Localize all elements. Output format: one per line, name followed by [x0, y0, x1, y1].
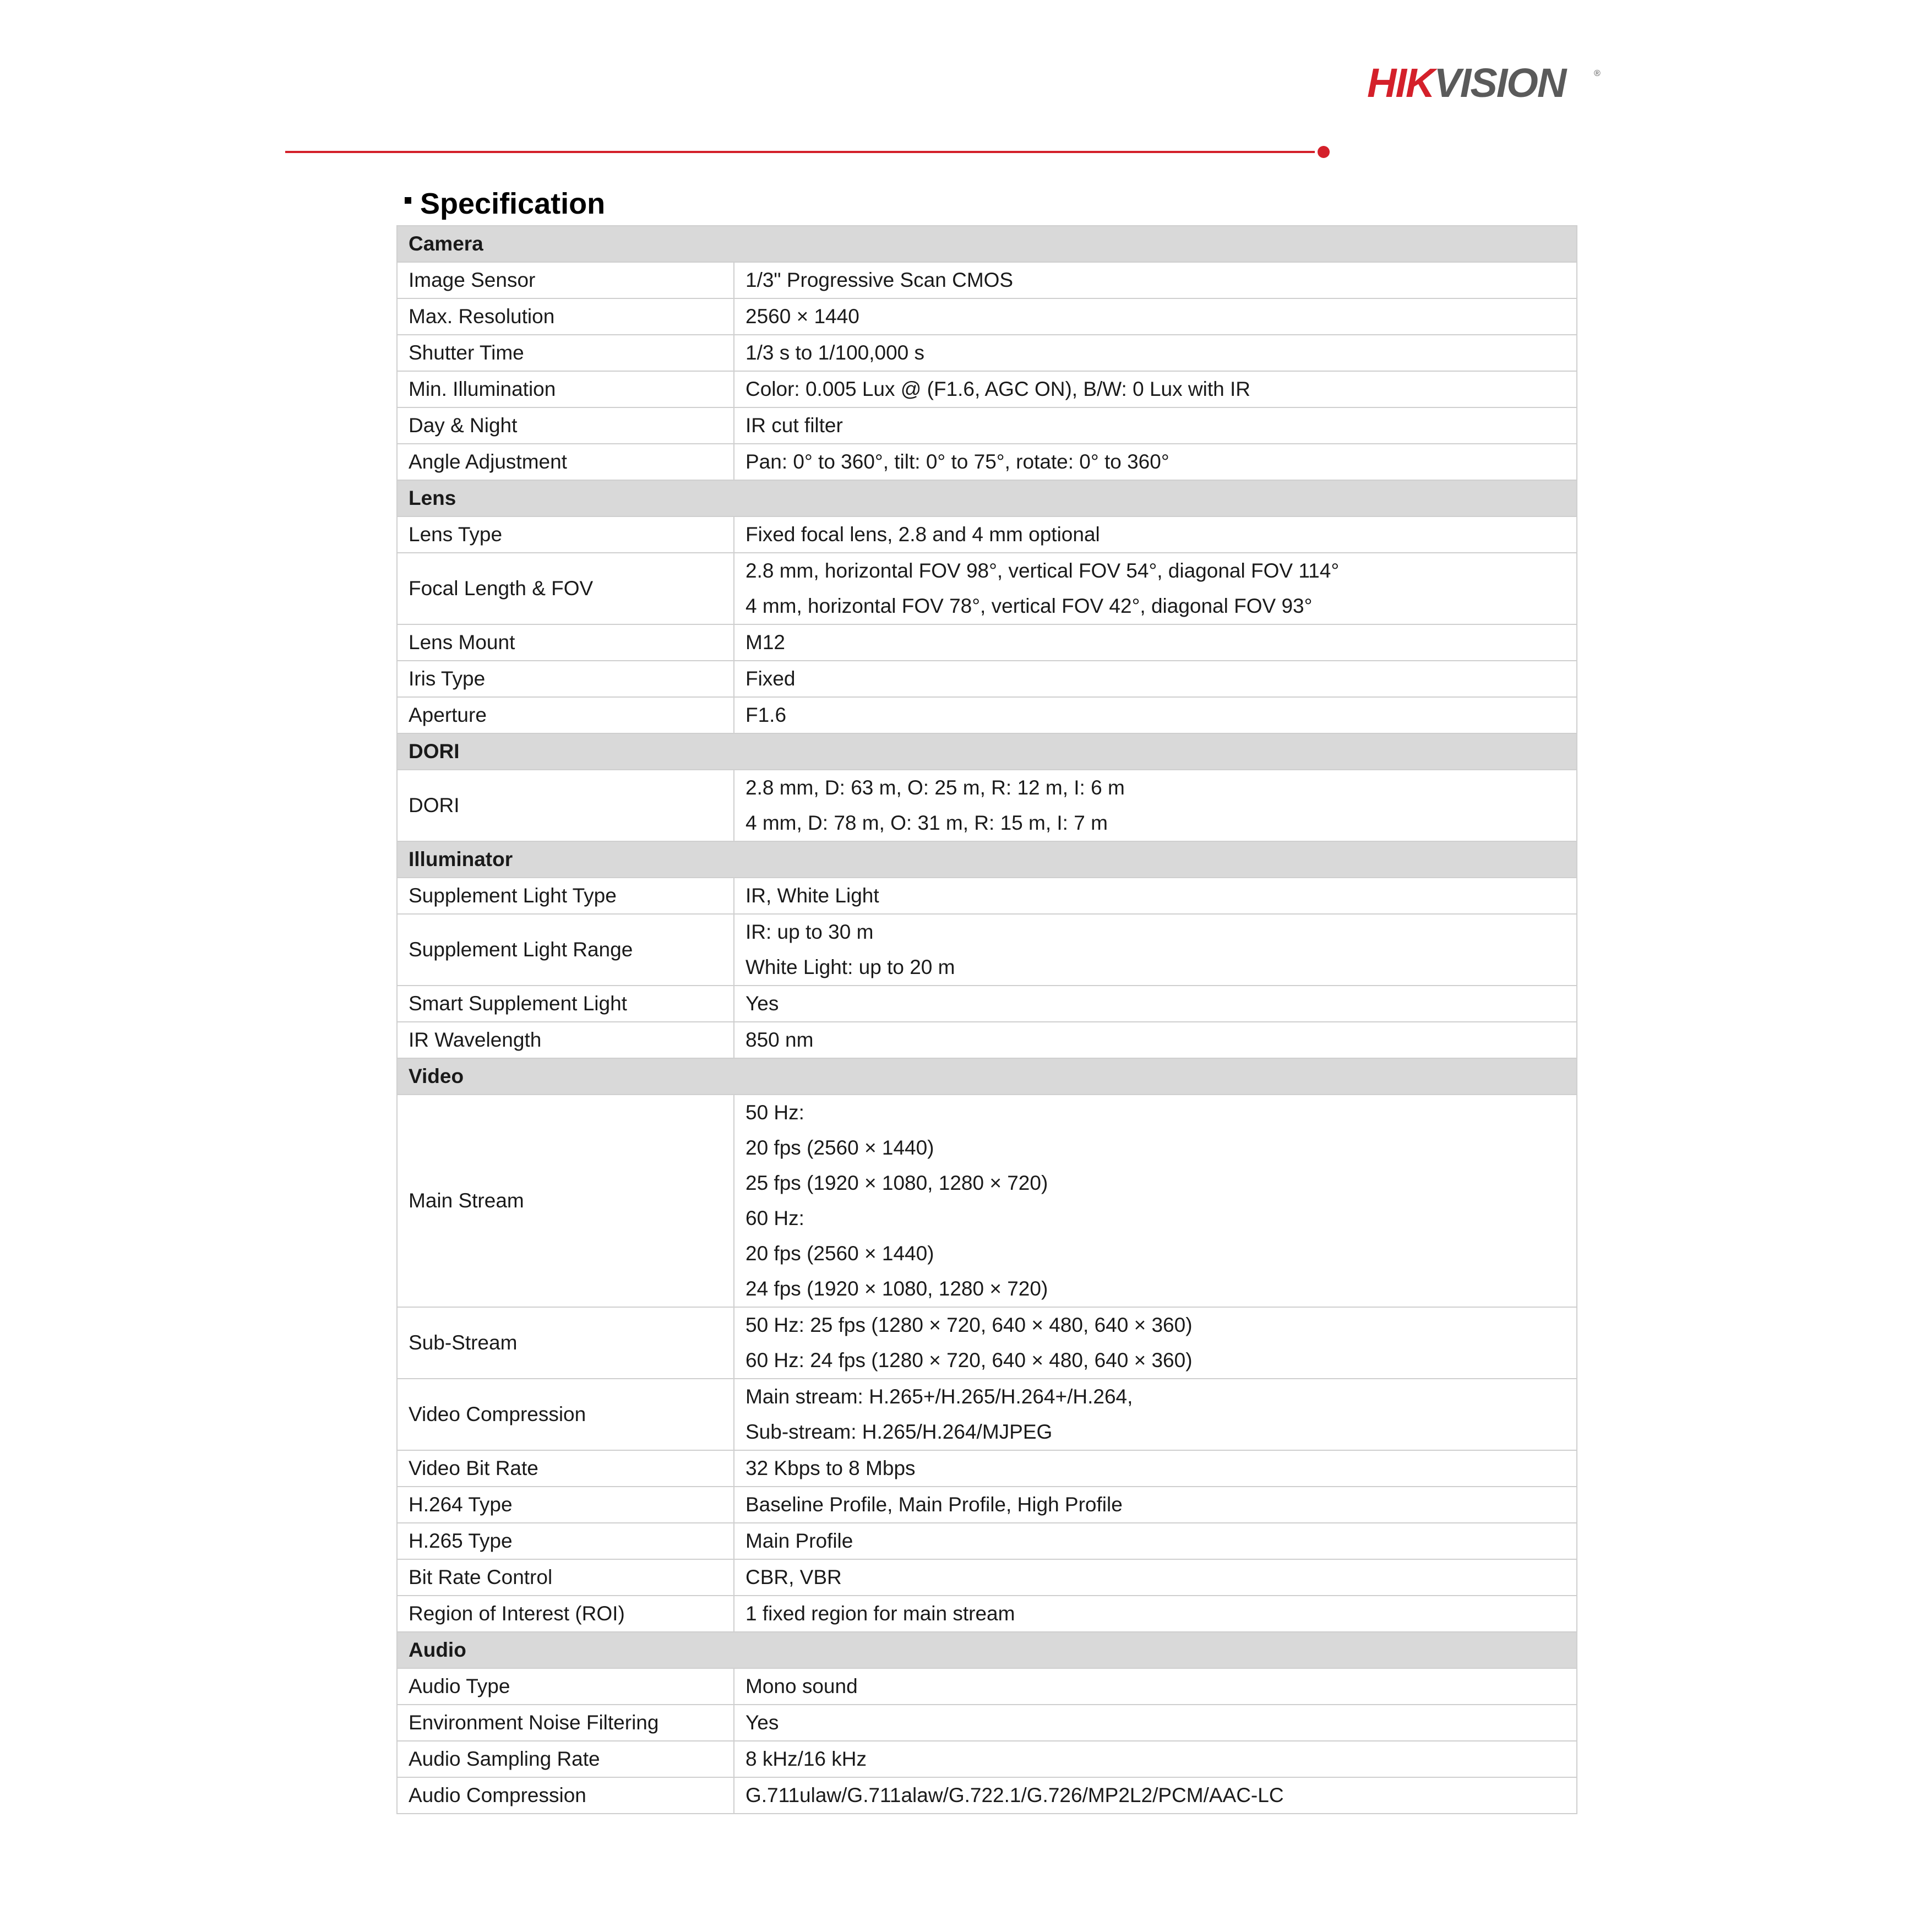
spec-value-line: Fixed focal lens, 2.8 and 4 mm optional — [745, 523, 1100, 546]
spec-label: Image Sensor — [397, 262, 734, 298]
table-row — [397, 444, 1577, 480]
section-header-row — [397, 480, 1577, 516]
spec-value — [734, 697, 1577, 733]
spec-value — [734, 770, 1577, 841]
section-header: Illuminator — [397, 841, 1577, 878]
table-row — [397, 1741, 1577, 1777]
header-rule — [285, 151, 1315, 153]
spec-label: Environment Noise Filtering — [397, 1705, 734, 1741]
spec-value-line: G.711ulaw/G.711alaw/G.722.1/G.726/MP2L2/PCM/AAC-LC — [745, 1784, 1284, 1806]
spec-value-line: CBR, VBR — [745, 1566, 842, 1588]
table-row — [397, 986, 1577, 1022]
spec-label: DORI — [397, 770, 734, 841]
spec-value — [734, 1095, 1577, 1307]
spec-value — [734, 1596, 1577, 1632]
table-row — [397, 1379, 1577, 1450]
spec-value-line: Yes — [745, 1711, 779, 1734]
spec-value — [734, 444, 1577, 480]
spec-value-line: 50 Hz: 25 fps (1280 × 720, 640 × 480, 640 × 360) — [745, 1314, 1193, 1336]
spec-value-line: 20 fps (2560 × 1440) — [745, 1136, 934, 1159]
spec-label: Focal Length & FOV — [397, 553, 734, 624]
page-title — [405, 184, 605, 223]
spec-value — [734, 553, 1577, 624]
table-row — [397, 1450, 1577, 1487]
table-row — [397, 1777, 1577, 1814]
section-header: Video — [397, 1058, 1577, 1095]
table-row — [397, 697, 1577, 733]
spec-value-line: 4 mm, D: 78 m, O: 31 m, R: 15 m, I: 7 m — [745, 812, 1108, 834]
table-row — [397, 262, 1577, 298]
table-row — [397, 335, 1577, 371]
table-row — [397, 1487, 1577, 1523]
spec-value-line: IR cut filter — [745, 414, 843, 437]
spec-label: Supplement Light Range — [397, 914, 734, 986]
table-row — [397, 298, 1577, 335]
square-bullet-icon — [405, 197, 411, 204]
spec-value-line: Baseline Profile, Main Profile, High Profile — [745, 1493, 1123, 1516]
spec-value-line: White Light: up to 20 m — [745, 956, 955, 978]
spec-value-line: 2560 × 1440 — [745, 305, 859, 328]
spec-value-line: Color: 0.005 Lux @ (F1.6, AGC ON), B/W: 0 Lux with IR — [745, 378, 1250, 400]
spec-label: Supplement Light Type — [397, 878, 734, 914]
spec-label: Angle Adjustment — [397, 444, 734, 480]
spec-value — [734, 407, 1577, 444]
spec-value-line: 850 nm — [745, 1028, 814, 1051]
spec-label: Day & Night — [397, 407, 734, 444]
svg-text:®: ® — [1594, 69, 1601, 78]
spec-value — [734, 1559, 1577, 1596]
spec-label: Audio Type — [397, 1668, 734, 1705]
spec-label: Bit Rate Control — [397, 1559, 734, 1596]
section-header-row — [397, 226, 1577, 262]
spec-value-line: Fixed — [745, 667, 796, 690]
spec-value — [734, 661, 1577, 697]
table-row — [397, 914, 1577, 986]
spec-value — [734, 1487, 1577, 1523]
spec-value-line: Mono sound — [745, 1675, 858, 1697]
table-row — [397, 878, 1577, 914]
section-header: Camera — [397, 226, 1577, 262]
spec-label: Video Compression — [397, 1379, 734, 1450]
spec-value — [734, 1741, 1577, 1777]
table-row — [397, 516, 1577, 553]
table-row — [397, 1022, 1577, 1058]
spec-value-line: 2.8 mm, D: 63 m, O: 25 m, R: 12 m, I: 6 m — [745, 776, 1125, 799]
spec-value — [734, 624, 1577, 661]
spec-value-line: 60 Hz: — [745, 1207, 804, 1229]
spec-value-line: IR: up to 30 m — [745, 921, 874, 943]
spec-label: Lens Type — [397, 516, 734, 553]
spec-value — [734, 878, 1577, 914]
spec-value-line: 25 fps (1920 × 1080, 1280 × 720) — [745, 1172, 1048, 1194]
spec-value — [734, 1523, 1577, 1559]
spec-value-line: Main stream: H.265+/H.265/H.264+/H.264, — [745, 1385, 1133, 1408]
table-row — [397, 1307, 1577, 1379]
spec-value — [734, 516, 1577, 553]
spec-value-line: 20 fps (2560 × 1440) — [745, 1242, 934, 1265]
spec-label: Audio Sampling Rate — [397, 1741, 734, 1777]
spec-value-line: 50 Hz: — [745, 1101, 804, 1124]
spec-value-line: 24 fps (1920 × 1080, 1280 × 720) — [745, 1277, 1048, 1300]
section-header-row — [397, 733, 1577, 770]
svg-text:HIKVISION: HIKVISION — [1367, 60, 1566, 106]
table-row — [397, 661, 1577, 697]
spec-value — [734, 1705, 1577, 1741]
spec-label: Aperture — [397, 697, 734, 733]
section-header: Audio — [397, 1632, 1577, 1668]
spec-label: H.264 Type — [397, 1487, 734, 1523]
spec-value — [734, 1379, 1577, 1450]
spec-label: Smart Supplement Light — [397, 986, 734, 1022]
spec-label: IR Wavelength — [397, 1022, 734, 1058]
spec-label: Lens Mount — [397, 624, 734, 661]
spec-value — [734, 262, 1577, 298]
spec-value-line: Sub-stream: H.265/H.264/MJPEG — [745, 1421, 1053, 1443]
spec-label: Iris Type — [397, 661, 734, 697]
spec-value-line: 2.8 mm, horizontal FOV 98°, vertical FOV 54°, diagonal FOV 114° — [745, 559, 1340, 582]
spec-value-line: Main Profile — [745, 1530, 853, 1552]
section-header-row — [397, 1632, 1577, 1668]
section-header: Lens — [397, 480, 1577, 516]
spec-table-body — [397, 226, 1577, 1814]
spec-label: Main Stream — [397, 1095, 734, 1307]
spec-value — [734, 1777, 1577, 1814]
table-row — [397, 1668, 1577, 1705]
spec-value — [734, 986, 1577, 1022]
spec-value-line: IR, White Light — [745, 884, 879, 907]
hikvision-logo — [1367, 58, 1604, 108]
section-header-row — [397, 1058, 1577, 1095]
table-row — [397, 1523, 1577, 1559]
spec-value-line: 4 mm, horizontal FOV 78°, vertical FOV 42°, diagonal FOV 93° — [745, 595, 1313, 617]
spec-value — [734, 335, 1577, 371]
spec-label: Audio Compression — [397, 1777, 734, 1814]
spec-value — [734, 1450, 1577, 1487]
spec-table — [396, 225, 1577, 1814]
spec-value-line: M12 — [745, 631, 785, 654]
spec-value-line: Yes — [745, 992, 779, 1015]
spec-value-line: 32 Kbps to 8 Mbps — [745, 1457, 916, 1479]
spec-label: H.265 Type — [397, 1523, 734, 1559]
header-rule-dot — [1318, 146, 1330, 158]
spec-label: Sub-Stream — [397, 1307, 734, 1379]
spec-value — [734, 371, 1577, 407]
spec-label: Video Bit Rate — [397, 1450, 734, 1487]
spec-value — [734, 298, 1577, 335]
section-header-row — [397, 841, 1577, 878]
table-row — [397, 624, 1577, 661]
spec-value-line: 1 fixed region for main stream — [745, 1602, 1015, 1625]
spec-value-line: 1/3 s to 1/100,000 s — [745, 341, 925, 364]
section-header: DORI — [397, 733, 1577, 770]
table-row — [397, 407, 1577, 444]
spec-value-line: 1/3" Progressive Scan CMOS — [745, 269, 1014, 291]
spec-value-line: Pan: 0° to 360°, tilt: 0° to 75°, rotate: 0° to 360° — [745, 450, 1169, 473]
table-row — [397, 553, 1577, 624]
spec-value — [734, 1022, 1577, 1058]
spec-value-line: F1.6 — [745, 704, 787, 726]
spec-value — [734, 1668, 1577, 1705]
spec-label: Region of Interest (ROI) — [397, 1596, 734, 1632]
spec-value-line: 60 Hz: 24 fps (1280 × 720, 640 × 480, 640 × 360) — [745, 1349, 1193, 1372]
table-row — [397, 1596, 1577, 1632]
spec-label: Max. Resolution — [397, 298, 734, 335]
spec-label: Min. Illumination — [397, 371, 734, 407]
table-row — [397, 1095, 1577, 1307]
table-row — [397, 770, 1577, 841]
spec-label: Shutter Time — [397, 335, 734, 371]
table-row — [397, 371, 1577, 407]
table-row — [397, 1559, 1577, 1596]
spec-value — [734, 914, 1577, 986]
table-row — [397, 1705, 1577, 1741]
page-title-text: Specification — [420, 187, 606, 220]
spec-value — [734, 1307, 1577, 1379]
spec-value-line: 8 kHz/16 kHz — [745, 1748, 867, 1770]
